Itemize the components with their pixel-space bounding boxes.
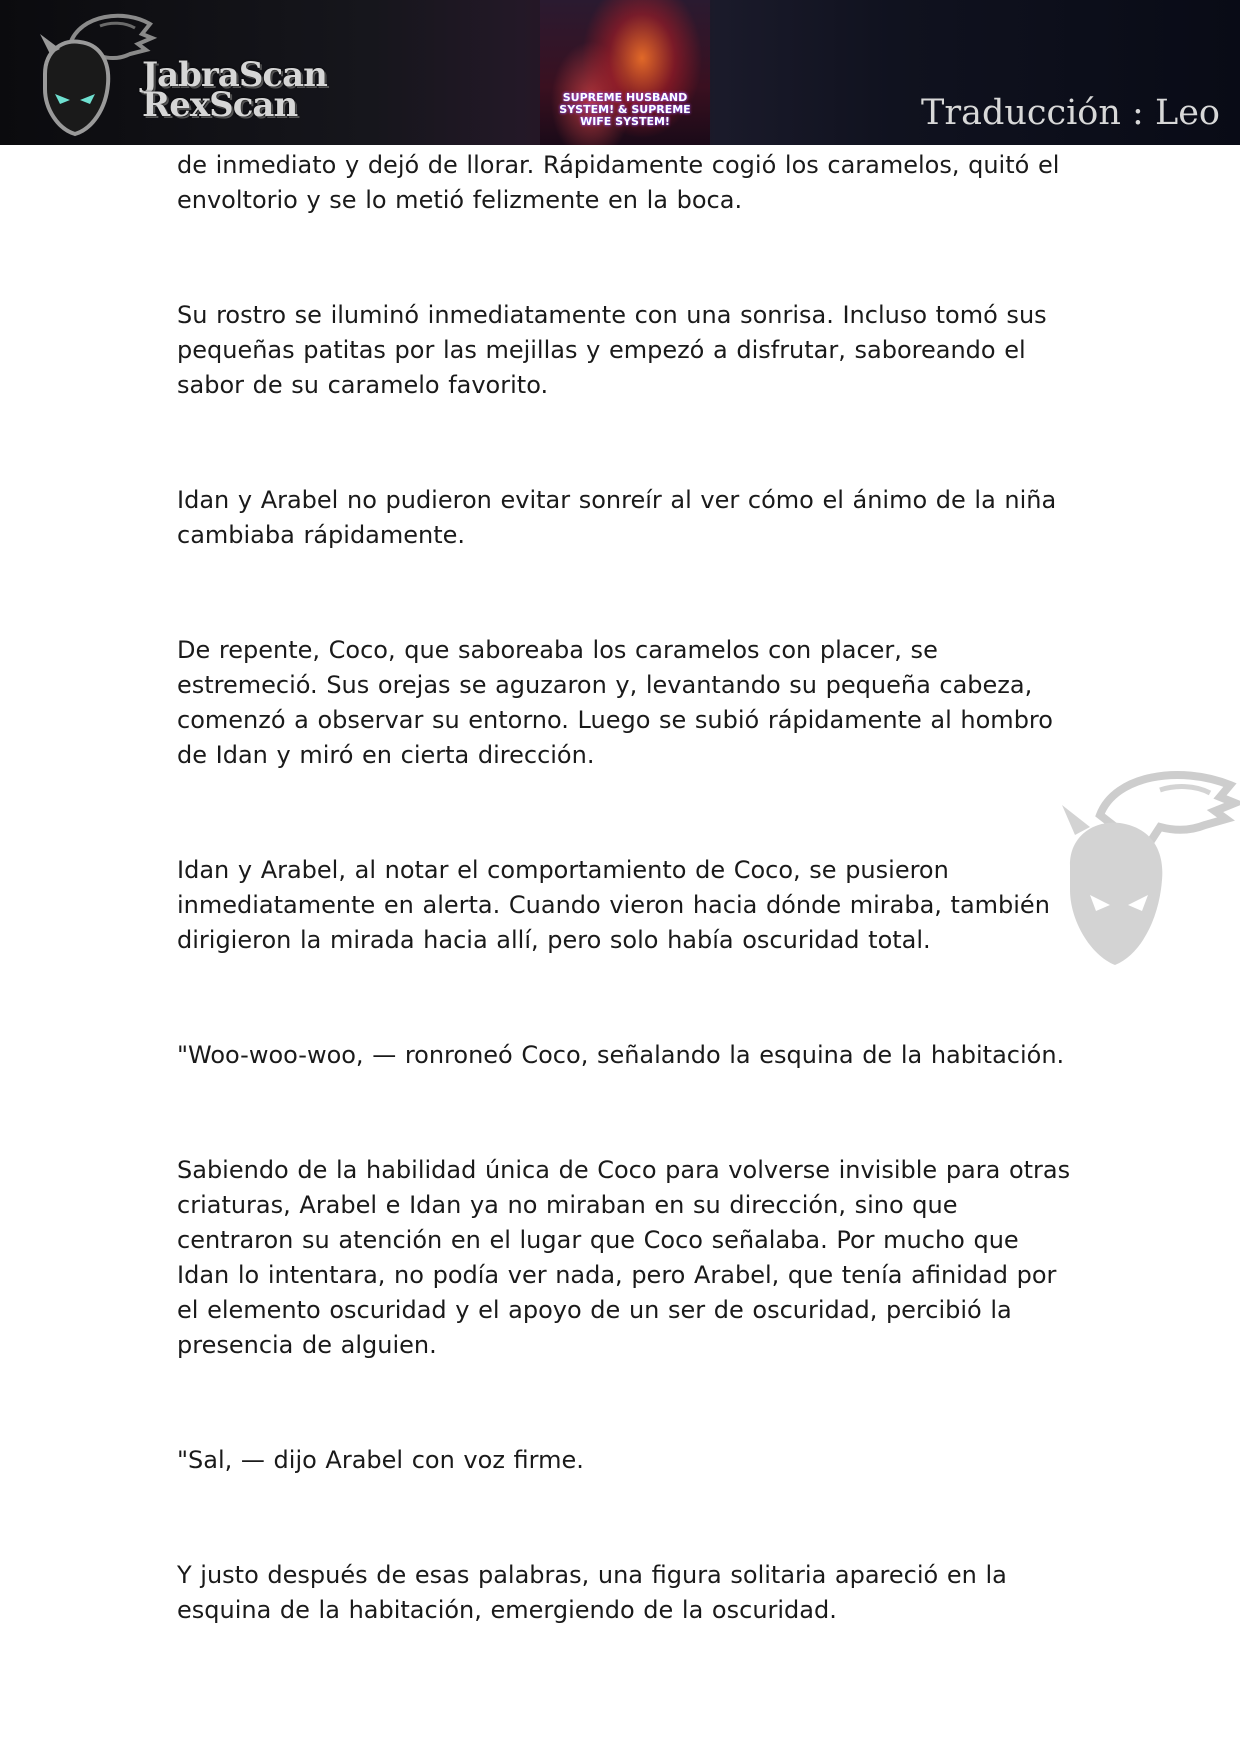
hooded-figure-icon xyxy=(1060,755,1240,985)
brand-logo-text xyxy=(142,55,327,125)
cover-title-line-1: SUPREME HUSBAND xyxy=(562,91,688,104)
brand-line-1: JabraScan xyxy=(142,55,327,95)
paragraph: "Sal, — dijo Arabel con voz firme. xyxy=(177,1446,584,1474)
cover-title-line-3: WIFE SYSTEM! xyxy=(580,115,670,128)
paragraph: Idan y Arabel, al notar el comportamiento de Coco, se pusieron inmediatamente en alerta. Cuando vieron hacia dónde miraba, también dirigieron la mirada hacia allí, pero solo había oscuridad total. xyxy=(177,856,1050,954)
paragraph: de inmediato y dejó de llorar. Rápidamente cogió los caramelos, quitó el envoltorio y se lo metió felizmente en la boca. xyxy=(177,151,1060,214)
paragraph: Sabiendo de la habilidad única de Coco para volverse invisible para otras criaturas, Arabel e Idan ya no miraban en su dirección, sino que centraron su atención en el lugar que Coco señalaba. Por mucho que Idan lo intentara, no podía ver nada, pero Arabel, que tenía afinidad por el elemento oscuridad y el apoyo de un ser de oscuridad, percibió la presencia de alguien. xyxy=(177,1156,1071,1359)
novel-cover-art xyxy=(540,0,710,145)
cover-title xyxy=(540,92,710,128)
dinosaur-logo-icon xyxy=(30,4,160,144)
translator-credit: Traducción : Leo xyxy=(921,93,1220,133)
paragraph: De repente, Coco, que saboreaba los caramelos con placer, se estremeció. Sus orejas se aguzaron y, levantando su pequeña cabeza, comenzó a observar su entorno. Luego se subió rápidamente al hombro de Idan y miró en cierta dirección. xyxy=(177,636,1053,769)
header-banner xyxy=(0,0,1240,145)
document-body xyxy=(177,148,1077,1708)
brand-line-2: RexScan xyxy=(142,85,298,125)
paragraph: "Woo-woo-woo, — ronroneó Coco, señalando la esquina de la habitación. xyxy=(177,1041,1065,1069)
paragraph: Su rostro se iluminó inmediatamente con una sonrisa. Incluso tomó sus pequeñas patitas por las mejillas y empezó a disfrutar, saboreando el sabor de su caramelo favorito. xyxy=(177,301,1047,399)
paragraph: Idan y Arabel no pudieron evitar sonreír al ver cómo el ánimo de la niña cambiaba rápidamente. xyxy=(177,486,1057,549)
paragraph: Y justo después de esas palabras, una figura solitaria apareció en la esquina de la habitación, emergiendo de la oscuridad. xyxy=(177,1561,1007,1624)
cover-title-line-2: SYSTEM! & SUPREME xyxy=(559,103,691,116)
